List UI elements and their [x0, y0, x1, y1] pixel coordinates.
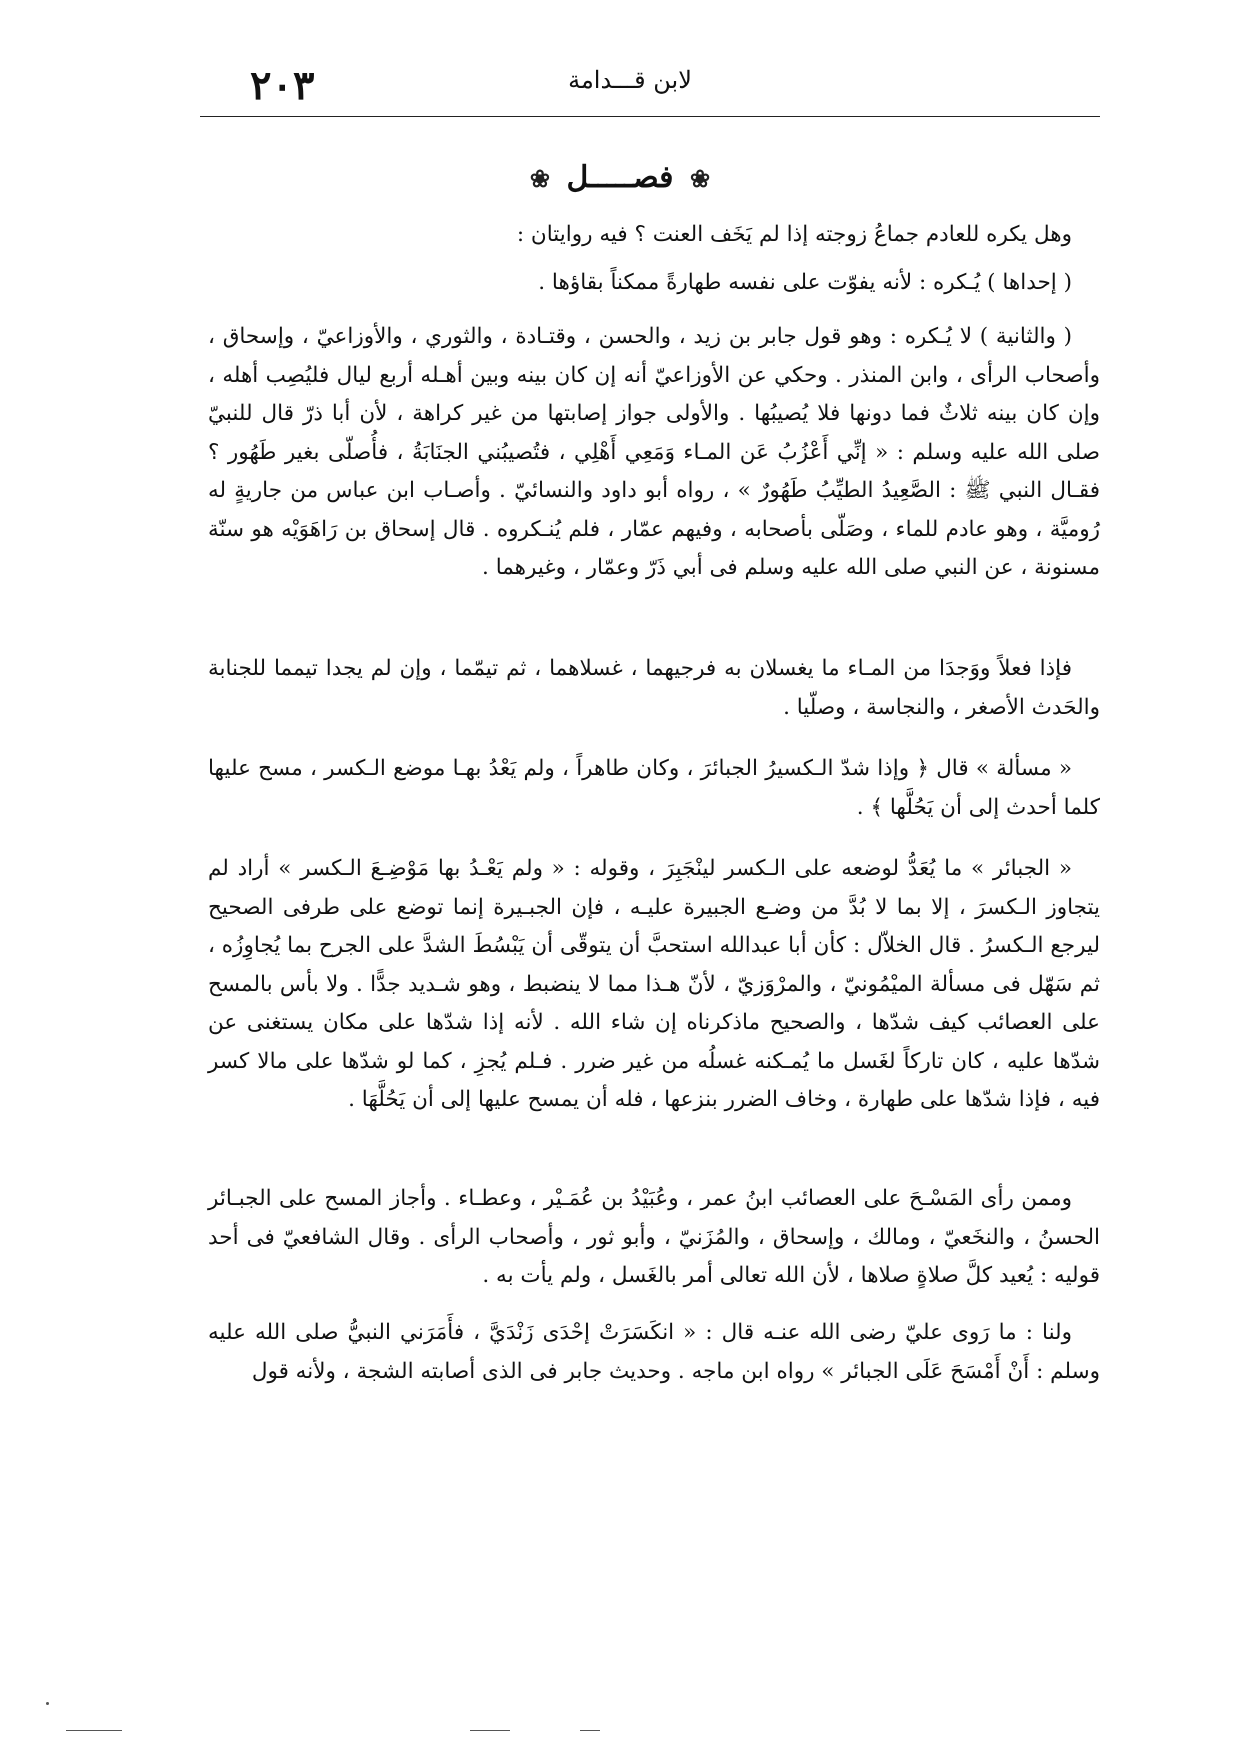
footer-dot [46, 1702, 49, 1705]
footer-dash [66, 1730, 122, 1731]
paragraph-5: « مسألة » قال ﴿ وإذا شدّ الـكسيرُ الجبائرَ ، وكان طاهراً ، ولم يَعْدُ بهـا موضع الـكسر ، مسح عليها كلما أحدث إلى أن يَحُلَّها ﴾ . [208, 756, 1100, 820]
paragraph-1: وهل يكره للعادم جماعُ زوجته إذا لم يَخَف العنت ؟ فيه روايتان : [516, 222, 1072, 247]
paragraph-6: « الجبائر » ما يُعَدُّ لوضعه على الـكسر لينْجَبِرَ ، وقوله : « ولم يَعْـدُ بها مَوْضِـعَ الـكسر » أراد لم يتجاوز الـكسرَ ، إلا بما لا بُدَّ من وضـع الجبيرة عليـه ، فإن الجبـيرة إنما توضع على طرفى الصحيح ليرجع الـكسرُ . قال الخلاّل : كأن أبا عبدالله استحبَّ أن يتوقّى أن يَبْسُطَ الشدَّ على الجرح بما يُجاوِزُه ، ثم سَهّل فى مسألة الميْمُونيّ ، والمرْوَزيّ ، لأنّ هـذا مما لا ينضبط ، وهو شـديد جدًّا . ولا بأس بالمسح على العصائب كيف شدّها ، والصحيح ماذكرناه إن شاء الله . لأنه إذا شدّها على مكان يستغنى عن شدّها عليه ، كان تاركاً لغَسل ما يُمـكنه غسلُه من غير ضرر . فـلم يُجزِ ، كما لو شدّها على مالا كسر فيه ، فإذا شدّها على طهارة ، وخاف الضرر بنزعها ، فله أن يمسح عليها إلى أن يَحُلَّهَا . [208, 856, 1100, 1112]
running-header: لابن قـــدامة [568, 66, 692, 94]
page-number: ٢٠٣ [250, 62, 315, 109]
paragraph-7: وممن رأى المَسْـحَ على العصائب ابنُ عمر ، وعُبَيْدُ بن عُمَـيْر ، وعطـاء . وأجاز المسح على الجبـائر الحسنُ ، والنخَعيّ ، ومالك ، وإسحاق ، والمُزَنيّ ، وأبو ثور ، وأصحاب الرأى . وقال الشافعيّ فى أحد قوليه : يُعيد كلَّ صلاةٍ صلاها ، لأن الله تعالى أمر بالغَسل ، ولم يأت به . [208, 1186, 1100, 1288]
paragraph-4: فإذا فعلاً ووَجدَا من المـاء ما يغسلان به فرجيهما ، غسلاهما ، ثم تيمّما ، وإن لم يجدا تيمما للجنابة والحَدث الأصغر ، والنجاسة ، وصلّيا . [208, 656, 1100, 720]
paragraph-3: ( والثانية ) لا يُـكره : وهو قول جابر بن زيد ، والحسن ، وقتـادة ، والثوري ، والأوزاعيّ ، وإسحاق ، وأصحاب الرأى ، وابن المنذر . وحكي عن الأوزاعيّ أنه إن كان بينه وبين أهـله أربع ليال فليُصِب أهله ، وإن كان بينه ثلاثٌ فما دونها فلا يُصيبُها . والأولى جواز إصابتها من غير كراهة ، لأن أبا ذرّ قال للنبيّ صلى الله عليه وسلم : « إنِّي أَعْزُبُ عَن المـاء وَمَعِي أَهْلِي ، فتُصيبُني الجنَابَةُ ، فأُصلّى بغير طَهُور ؟ فقـال النبي ﷺ : الصَّعِيدُ الطيِّبُ طَهُورٌ » ، رواه أبو داود والنسائيّ . وأصـاب ابن عباس من جاريةٍ له رُوميَّة ، وهو عادم للماء ، وصَلّى بأصحابه ، وفيهم عمّار ، فلم يُنـكروه . قال إسحاق بن رَاهَوَيْه هو سنّة مسنونة ، عن النبي صلى الله عليه وسلم فى أبي ذَرّ وعمّار ، وغيرهما . [208, 324, 1100, 580]
footer-dash [470, 1730, 510, 1731]
ornament-icon: ❀ [529, 164, 551, 193]
paragraph-8: ولنا : ما رَوى عليّ رضى الله عنـه قال : « انكَسَرَتْ إحْدَى زَنْدَيَّ ، فأَمَرَني النبيُّ صلى الله عليه وسلم : أَنْ أَمْسَحَ عَلَى الجبائر » رواه ابن ماجه . وحديث جابر فى الذى أصابته الشجة ، ولأنه قول [208, 1320, 1100, 1384]
header-rule [200, 116, 1100, 117]
footer-dash [580, 1730, 600, 1731]
section-title [440, 160, 800, 195]
ornament-icon: ❀ [689, 164, 711, 193]
paragraph-2: ( إحداها ) يُـكره : لأنه يفوّت على نفسه طهارةً ممكناً بقاؤها . [538, 270, 1072, 295]
section-title-text: فصـــــل [566, 160, 674, 195]
